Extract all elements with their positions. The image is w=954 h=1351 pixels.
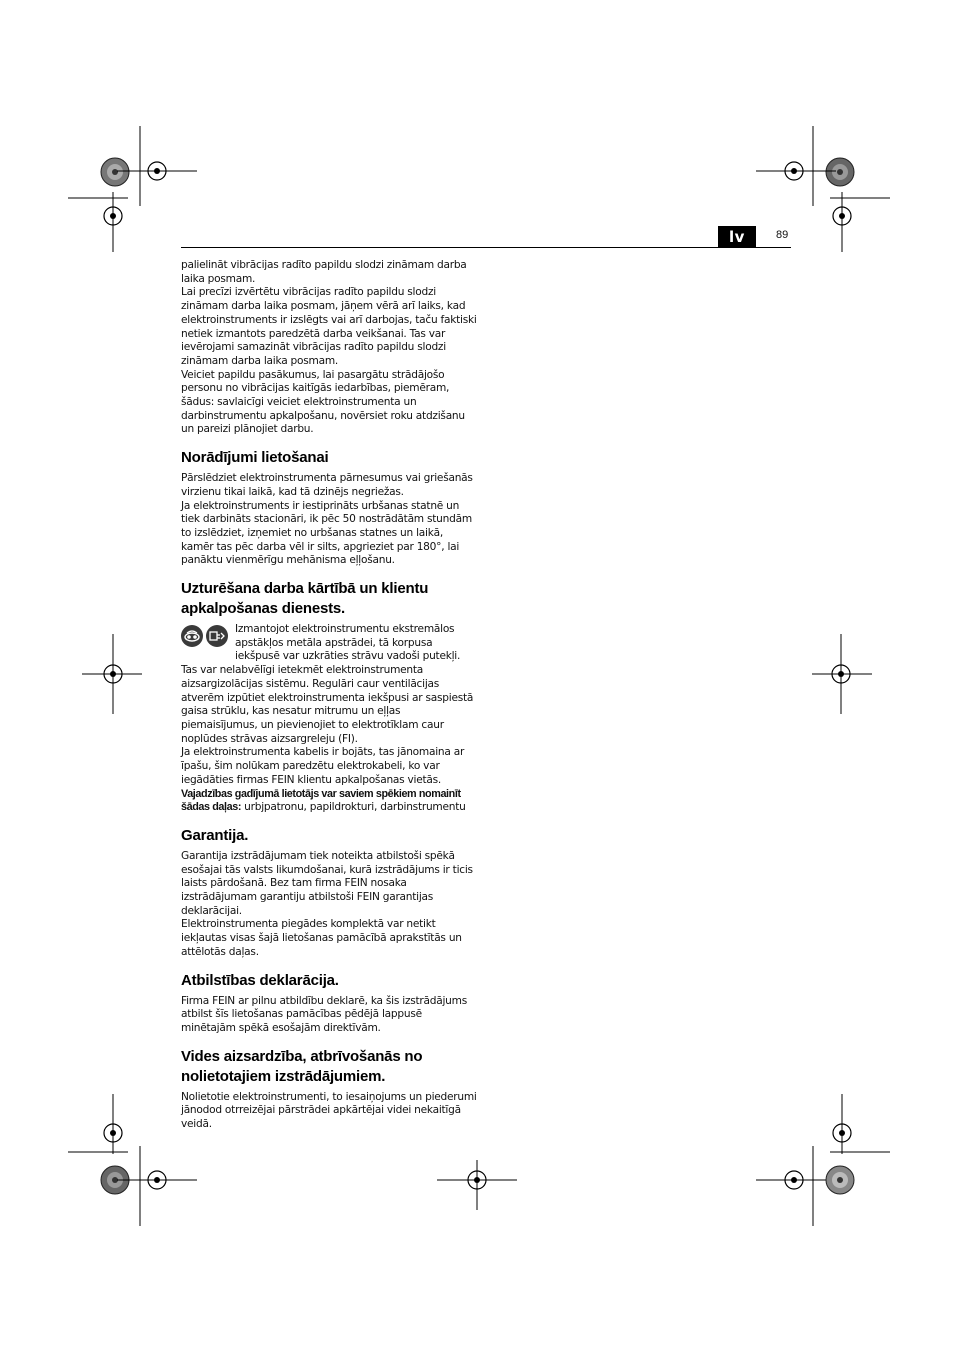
intro-paragraph-2: Lai precīzi izvērtētu vibrācijas radīto papildu slodzi zināmam darba laika posmam, jāņem vērā arī laiks, kad elektroinstruments ir izslēgts vai arī darbojas, taču faktiski netiek izmantots paredzētā darba veikšanai. Tas var ievērojami samazināt vibrācijas radīto papildu slodzi zināmam darba laika posmam. bbox=[181, 286, 477, 367]
registration-mark-left-middle bbox=[82, 634, 142, 714]
conformity-paragraph-1: Firma FEIN ar pilnu atbildību deklarē, ka šis izstrādājums atbilst šīs lietošanas pamācības pēdējā lappusē minētajām spēkā esošajām direktīvām. bbox=[181, 994, 467, 1034]
disconnect-plug-icon bbox=[206, 625, 228, 647]
warranty-heading: Garantija. bbox=[181, 826, 249, 844]
usage-paragraph-2: Ja elektroinstruments ir iestiprināts urbšanas statnē un tiek darbināts stacionāri, ik pēc 50 nostrādātām stundām to izslēdziet, izņemiet no urbšanas statnes un laikā, kamēr tas pēc darba vēl ir silts, apgrieziet par 180°, lai panāktu vienmērīgu mehānisma eļļošanu. bbox=[181, 499, 472, 567]
maintenance-replaceable-parts-label: Vajadzības gadījumā lietotājs var saviem spēkiem nomainīt šādas daļas: bbox=[181, 787, 461, 814]
warranty-paragraph-1: Garantija izstrādājumam tiek noteikta atbilstoši spēkā esošajai tās valsts likumdošanai, kurā izstrādājums ir ticis laists pārdošanā. Bez tam firma FEIN nosaka izstrādājumam garantiju atbilstoši FEIN garantijas deklarācijai. bbox=[181, 849, 473, 917]
registration-mark-bottom-center-cross bbox=[437, 1150, 517, 1210]
registration-mark-right-middle bbox=[812, 634, 872, 714]
text-column bbox=[181, 259, 477, 1132]
environment-heading: Vides aizsardzība, atbrīvošanās no nolietotajiem izstrādājumiem. bbox=[181, 1047, 423, 1085]
maintenance-paragraph-2: Ja elektroinstrumenta kabelis ir bojāts, tas jānomaina ar īpašu, šim nolūkam paredzētu elektrokabeli, ko var iegādāties firmas FEIN klientu apkalpošanas vietās. bbox=[181, 746, 465, 786]
intro-paragraph-1: palielināt vibrācijas radīto papildu slodzi zināmam darba laika posmam. bbox=[181, 259, 467, 285]
registration-mark-right-upper bbox=[800, 192, 890, 252]
registration-mark-bottom-right-outer bbox=[824, 1164, 856, 1196]
language-tab: lv bbox=[718, 226, 756, 247]
page-number: 89 bbox=[776, 229, 789, 241]
maintenance-paragraph-1: Izmantojot elektroinstrumentu ekstremālos apstākļos metāla apstrādei, tā korpusa iekšpusē var uzkrāties strāvu vadoši putekļi. Tas var nelabvēlīgi ietekmēt elektroinstrumenta aizsargizolācijas sistēmu. Regulāri caur ventilācijas atverēm izpūtiet elektroinstrumenta iekšpusi ar saspiestā gaisa strūklu, kas nesatur mitrumu un eļļas piemaisījumus, un pievienojiet to elektrotīklam caur noplūdes strāvas aizsargreleju (FI). bbox=[181, 623, 474, 745]
header-rule bbox=[181, 247, 791, 248]
eye-protection-icon bbox=[181, 625, 203, 647]
usage-heading: Norādījumi lietošanai bbox=[181, 449, 329, 467]
conformity-heading: Atbilstības deklarācija. bbox=[181, 971, 339, 989]
maintenance-replaceable-parts-list: urbjpatronu, papildrokturi, darbinstrumentu bbox=[241, 801, 466, 814]
usage-paragraph-1: Pārslēdziet elektroinstrumenta pārnesumus vai griešanās virzienu tikai laikā, kad tā dzinējs negriežas. bbox=[181, 472, 473, 498]
registration-mark-left-upper bbox=[68, 192, 158, 252]
registration-mark-bottom-left-cross bbox=[117, 1140, 197, 1226]
intro-paragraph-3: Veiciet papildu pasākumus, lai pasargātu strādājošo personu no vibrācijas kaitīgās iedarbības, piemēram, šādus: savlaicīgi veiciet elektroinstrumenta un darbinstrumentu apkalpošanu, novērsiet roku atdzišanu un pareizi plānojiet darbu. bbox=[181, 368, 465, 436]
maintenance-warning-block bbox=[181, 623, 477, 746]
warranty-paragraph-2: Elektroinstrumenta piegādes komplektā var netikt iekļautas visas šajā lietošanas pamācībā aprakstītās un attēlotās daļas. bbox=[181, 918, 462, 958]
maintenance-heading: Uzturēšana darba kārtībā un klientu apkalpošanas dienests. bbox=[181, 580, 429, 618]
environment-paragraph-1: Nolietotie elektroinstrumenti, to iesaiņojums un piederumi jānodod otrreizējai pārstrādei apkārtējai videi nekaitīgā veidā. bbox=[181, 1090, 477, 1131]
warning-icons bbox=[181, 625, 233, 651]
maintenance-paragraph-3 bbox=[181, 788, 477, 815]
